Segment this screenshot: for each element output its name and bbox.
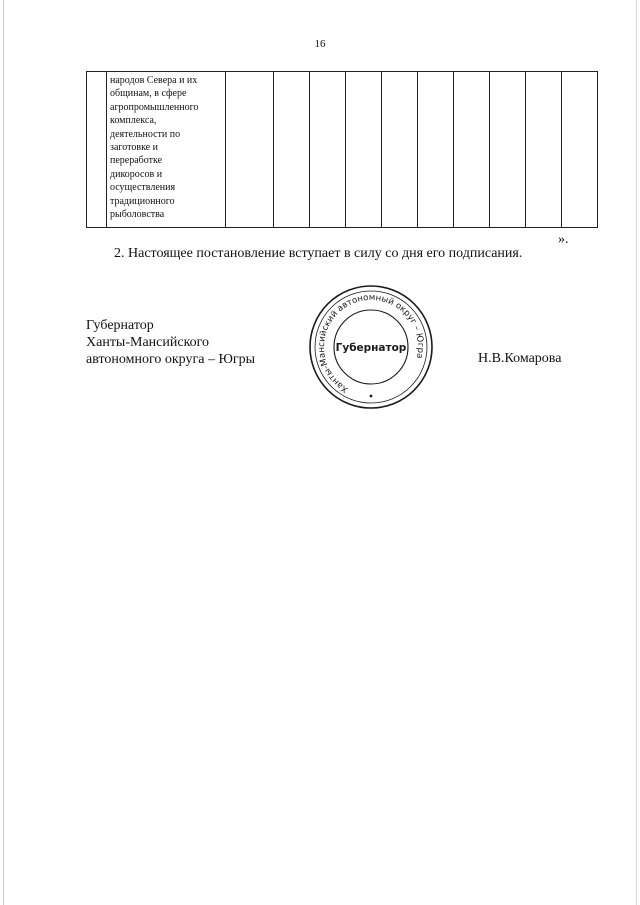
seal-dot	[370, 395, 373, 398]
table-cell-description	[107, 72, 226, 228]
scan-edge-right	[636, 0, 637, 905]
page-number: 16	[314, 38, 326, 50]
closing-quote: ».	[558, 232, 569, 247]
description-line: дикоросов и	[110, 168, 163, 180]
description-line: традиционного	[110, 195, 175, 207]
table-cell-value	[274, 72, 310, 228]
table-cell-value	[526, 72, 562, 228]
description-line: народов Севера и их	[110, 75, 198, 86]
signature-title-line: автономного округа – Югры	[86, 352, 255, 367]
table-cell-value	[310, 72, 346, 228]
signature-name: Н.В.Комарова	[478, 351, 562, 366]
table-cell-number	[87, 72, 107, 228]
description-line: осуществления	[110, 182, 176, 194]
continuation-table	[86, 71, 598, 228]
scan-edge-left	[3, 0, 4, 905]
description-line: заготовке и	[110, 142, 158, 154]
table-cell-value	[490, 72, 526, 228]
description-line: переработке	[110, 155, 163, 167]
signature-title-line: Ханты-Мансийского	[86, 335, 210, 350]
signature-title-line: Губернатор	[86, 318, 154, 333]
seal-ring-text: Ханты-Мансийский автономный округ – Югра	[316, 292, 426, 395]
description-line: рыболовства	[110, 209, 165, 221]
table-cell-value	[382, 72, 418, 228]
table-row	[87, 72, 598, 228]
table-cell-value	[562, 72, 598, 228]
seal-graphic	[306, 285, 436, 409]
table-cell-value	[226, 72, 274, 228]
seal-center-text: Губернатор	[335, 342, 407, 354]
table-cell-value	[346, 72, 382, 228]
description-line: агропромышленного	[110, 101, 199, 113]
official-seal	[306, 285, 436, 409]
description-line: деятельности по	[110, 128, 181, 140]
table-cell-value	[418, 72, 454, 228]
table-cell-value	[454, 72, 490, 228]
clause-2-text: 2. Настоящее постановление вступает в силу со дня его подписания.	[114, 246, 523, 261]
description-line: общинам, в сфере	[110, 88, 187, 100]
description-line: комплекса,	[110, 115, 157, 127]
signature-title	[86, 317, 255, 368]
